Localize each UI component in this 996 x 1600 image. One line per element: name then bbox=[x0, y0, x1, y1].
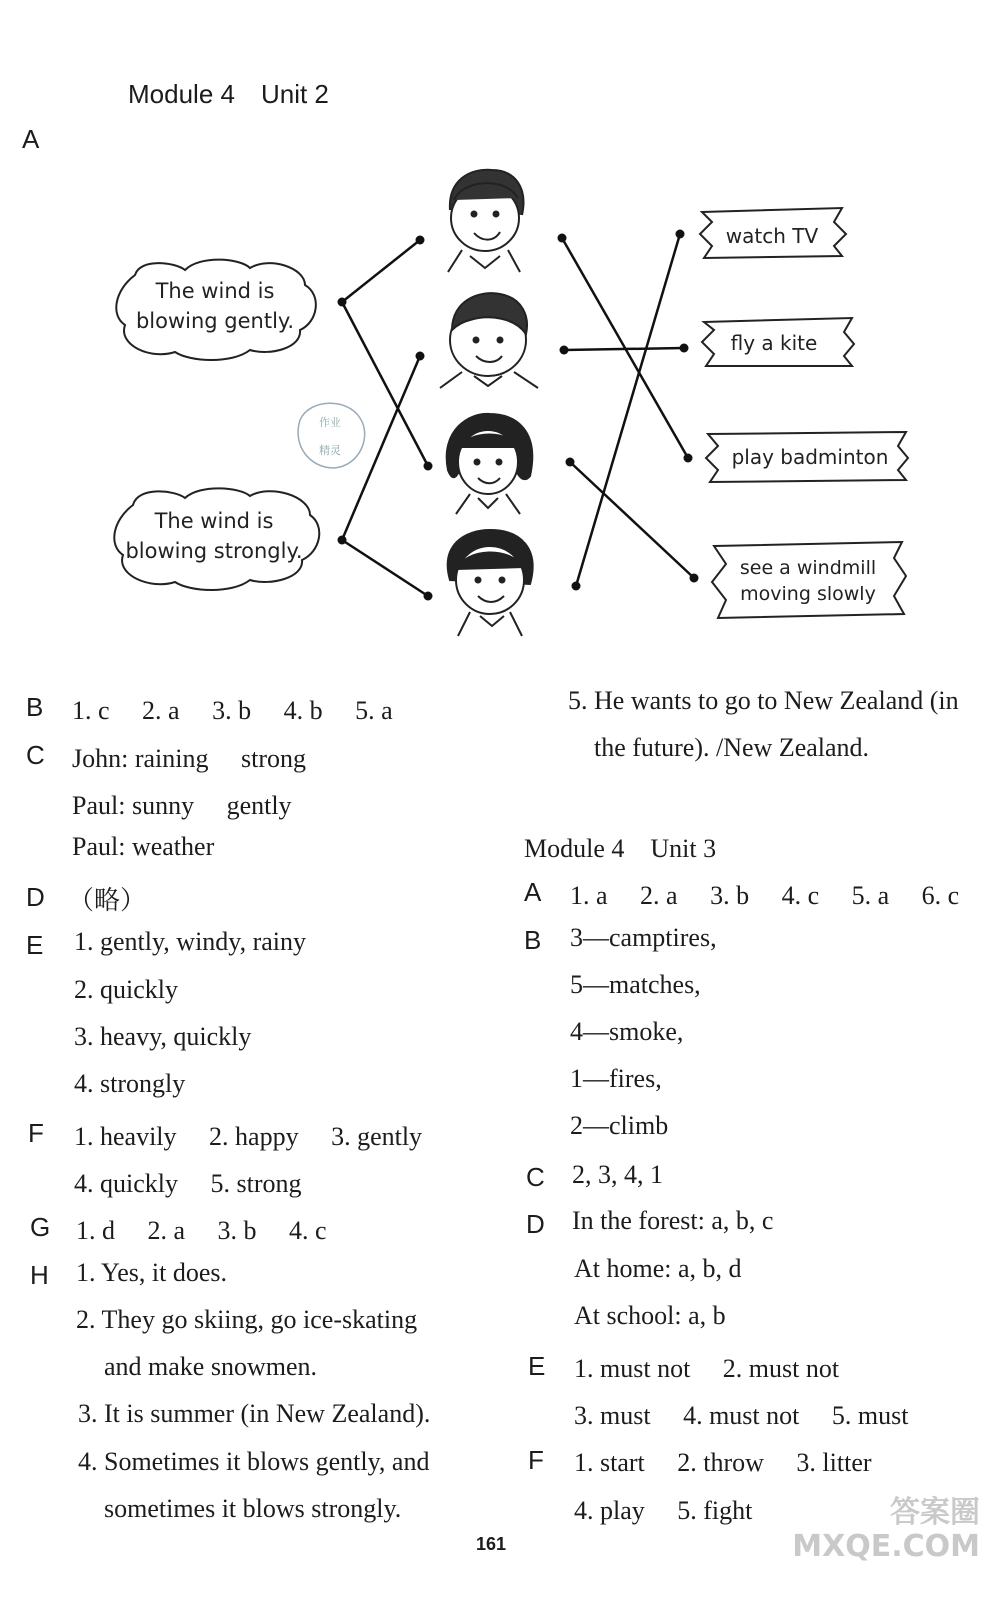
left-h-line1: 1. Yes, it does. bbox=[76, 1258, 227, 1287]
right-c-letter: C bbox=[526, 1162, 545, 1192]
left-h-line3: and make snowmen. bbox=[104, 1352, 318, 1381]
sign4-line2: moving slowly bbox=[740, 583, 876, 605]
right-a-letter: A bbox=[524, 877, 542, 907]
boy1-face-icon bbox=[448, 170, 523, 272]
left-b-letter: B bbox=[26, 692, 44, 722]
page-heading: Module 4 Unit 2 bbox=[128, 79, 329, 109]
left-g-letter: G bbox=[30, 1212, 51, 1242]
bubble1-line2: blowing gently. bbox=[135, 309, 295, 333]
right-b-letter: B bbox=[524, 925, 542, 955]
left-f-line2: 4. quickly 5. strong bbox=[74, 1169, 302, 1198]
left-h-line5: 4. Sometimes it blows gently, and bbox=[78, 1447, 430, 1476]
thought-bubble-strongly bbox=[114, 488, 319, 590]
left-e-line2: 2. quickly bbox=[74, 975, 178, 1004]
left-e-line3: 3. heavy, quickly bbox=[74, 1022, 252, 1051]
girl1-face-icon bbox=[447, 414, 533, 514]
left-b-text: 1. c 2. a 3. b 4. b 5. a bbox=[72, 696, 393, 725]
right-d-letter: D bbox=[526, 1209, 545, 1239]
right-b-line1: 3—camptires, bbox=[570, 923, 717, 952]
sign2-text: fly a kite bbox=[730, 331, 818, 355]
right-f-line2: 4. play 5. fight bbox=[574, 1496, 753, 1525]
boy2-face-icon bbox=[440, 293, 538, 388]
right-e-letter: E bbox=[528, 1351, 546, 1381]
watermark-logo: 答案圈 MXQE.COM bbox=[792, 1495, 980, 1564]
right-h5-line2: the future). /New Zealand. bbox=[594, 733, 870, 762]
svg-text:精灵: 精灵 bbox=[319, 444, 341, 457]
right-h5-line1: 5. He wants to go to New Zealand (in bbox=[568, 686, 959, 715]
sign-watch-tv bbox=[700, 208, 846, 258]
left-d-text: （略） bbox=[68, 886, 147, 915]
right-c-text: 2, 3, 4, 1 bbox=[572, 1160, 663, 1189]
left-h-line4: 3. It is summer (in New Zealand). bbox=[78, 1399, 431, 1428]
sign-windmill bbox=[712, 542, 906, 618]
left-e-line4: 4. strongly bbox=[74, 1069, 186, 1098]
right-b-line4: 1—fires, bbox=[570, 1064, 662, 1093]
left-f-letter: F bbox=[28, 1118, 44, 1148]
right-b-line3: 4—smoke, bbox=[570, 1017, 684, 1046]
right-d-line3: At school: a, b bbox=[574, 1301, 726, 1330]
right-heading: Module 4 Unit 3 bbox=[524, 834, 717, 863]
left-f-line1: 1. heavily 2. happy 3. gently bbox=[74, 1122, 423, 1151]
girl2-face-icon bbox=[448, 530, 533, 636]
left-h-line2: 2. They go skiing, go ice-skating bbox=[76, 1305, 418, 1334]
right-a-text: 1. a 2. a 3. b 4. c 5. a 6. c bbox=[570, 881, 960, 910]
right-f-line1: 1. start 2. throw 3. litter bbox=[574, 1448, 872, 1477]
sign-play-badminton bbox=[706, 432, 908, 482]
left-h-letter: H bbox=[30, 1260, 49, 1290]
left-h-line6: sometimes it blows strongly. bbox=[104, 1494, 402, 1523]
left-c-line2: Paul: sunny gently bbox=[72, 791, 292, 820]
left-e-letter: E bbox=[26, 930, 44, 960]
left-c-line1: John: raining strong bbox=[72, 744, 306, 773]
right-e-line2: 3. must 4. must not 5. must bbox=[574, 1401, 909, 1430]
left-c-line3: Paul: weather bbox=[72, 832, 215, 861]
right-f-letter: F bbox=[528, 1445, 544, 1475]
sign3-text: play badminton bbox=[731, 445, 889, 469]
bubble2-line2: blowing strongly. bbox=[125, 539, 303, 563]
left-e-line1: 1. gently, windy, rainy bbox=[74, 927, 307, 956]
bubble2-line1: The wind is bbox=[154, 509, 274, 533]
right-d-line2: At home: a, b, d bbox=[574, 1254, 742, 1283]
thought-bubble-gently bbox=[116, 260, 316, 360]
sign4-line1: see a windmill bbox=[739, 557, 877, 579]
stamp-icon bbox=[298, 403, 365, 468]
sign-fly-a-kite bbox=[702, 318, 854, 366]
matching-illustration bbox=[0, 0, 996, 660]
sign1-text: watch TV bbox=[725, 224, 819, 248]
svg-text:作业: 作业 bbox=[319, 416, 341, 429]
section-a-letter: A bbox=[22, 124, 40, 154]
page-number: 161 bbox=[476, 1534, 507, 1554]
left-c-letter: C bbox=[26, 740, 45, 770]
bubble1-line1: The wind is bbox=[155, 279, 275, 303]
right-b-line2: 5—matches, bbox=[570, 970, 701, 999]
left-g-text: 1. d 2. a 3. b 4. c bbox=[76, 1216, 327, 1245]
left-d-letter: D bbox=[26, 882, 45, 912]
right-e-line1: 1. must not 2. must not bbox=[574, 1354, 840, 1383]
right-d-line1: In the forest: a, b, c bbox=[572, 1206, 774, 1235]
right-b-line5: 2—climb bbox=[570, 1111, 669, 1140]
